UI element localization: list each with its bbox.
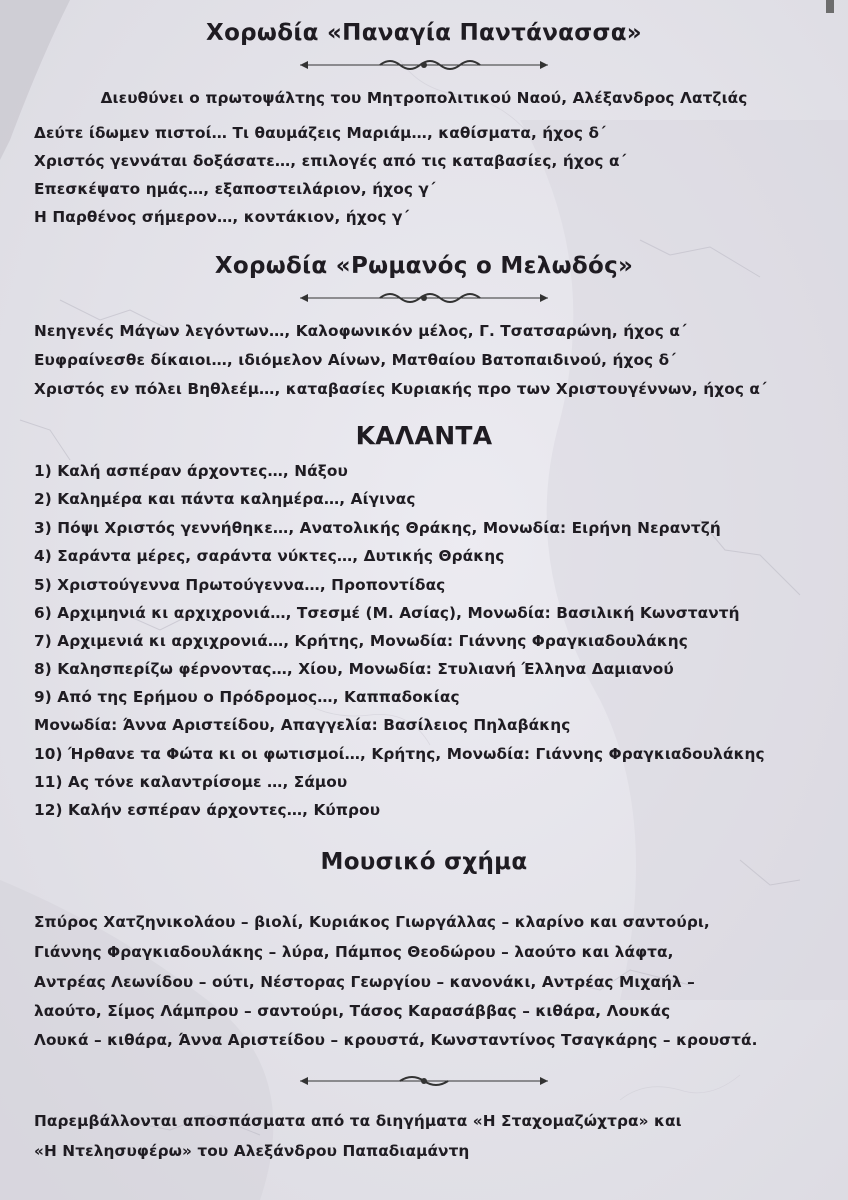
ensemble-line: Γιάννης Φραγκιαδουλάκης – λύρα, Πάμπος Θεοδώρου – λαούτο και λάφτα, (34, 943, 674, 961)
carol-item: 6) Αρχιμηνιά κι αρχιχρονιά…, Τσεσμέ (Μ. Ασίας), Μονωδία: Βασιλική Κωνσταντή (34, 604, 740, 622)
carol-item: 7) Αρχιμενιά κι αρχιχρονιά…, Κρήτης, Μονωδία: Γιάννης Φραγκιαδουλάκης (34, 632, 688, 650)
ornament-divider (0, 57, 848, 73)
ensemble-line: Λουκά – κιθάρα, Άννα Αριστείδου – κρουστά, Κωνσταντίνος Τσαγκάρης – κρουστά. (34, 1031, 758, 1049)
footer-note: Παρεμβάλλονται αποσπάσματα από τα διηγήματα «Η Σταχομαζώχτρα» και (34, 1112, 682, 1130)
carol-item: 9) Από της Ερήμου ο Πρόδρομος…, Καππαδοκίας (34, 688, 460, 706)
ensemble-line: Αντρέας Λεωνίδου – ούτι, Νέστορας Γεωργίου – κανονάκι, Αντρέας Μιχαήλ – (34, 973, 695, 991)
footer-note: «Η Ντελησυφέρω» του Αλεξάνδρου Παπαδιαμάντη (34, 1142, 470, 1160)
ensemble-line: Σπύρος Χατζηνικολάου – βιολί, Κυριάκος Γιωργάλλας – κλαρίνο και σαντούρι, (34, 913, 710, 931)
hymn-item: Νεηγενές Μάγων λεγόντων…, Καλοφωνικόν μέλος, Γ. Τσατσαρώνη, ήχος α΄ (34, 322, 687, 340)
carol-item: 10) Ήρθανε τα Φώτα κι οι φωτισμοί…, Κρήτης, Μονωδία: Γιάννης Φραγκιαδουλάκης (34, 745, 765, 763)
hymn-item: Επεσκέψατο ημάς…, εξαποστειλάριον, ήχος γ΄ (34, 180, 436, 198)
carol-item: 4) Σαράντα μέρες, σαράντα νύκτες…, Δυτικής Θράκης (34, 547, 505, 565)
hymn-item: Ευφραίνεσθε δίκαιοι…, ιδιόμελον Αίνων, Ματθαίου Βατοπαιδινού, ήχος δ΄ (34, 351, 677, 369)
conductor-line: Διευθύνει ο πρωτοψάλτης του Μητροπολιτικού Ναού, Αλέξανδρος Λατζιάς (100, 89, 748, 107)
carol-item-note: Μονωδία: Άννα Αριστείδου, Απαγγελία: Βασίλειος Πηλαβάκης (34, 716, 571, 734)
hymn-item: Χριστός εν πόλει Βηθλεέμ…, καταβασίες Κυριακής προ των Χριστουγέννων, ήχος α΄ (34, 380, 767, 398)
kalanta-title: ΚΑΛΑΝΤΑ (355, 421, 493, 450)
ensemble-line: λαούτο, Σίμος Λάμπρου – σαντούρι, Τάσος Καρασάββας – κιθάρα, Λουκάς (34, 1002, 671, 1020)
carol-item: 12) Καλήν εσπέραν άρχοντες…, Κύπρου (34, 801, 381, 819)
hymn-item: Η Παρθένος σήμερον…, κοντάκιον, ήχος γ΄ (34, 208, 410, 226)
carol-item: 3) Πόψι Χριστός γεννήθηκε…, Ανατολικής Θράκης, Μονωδία: Ειρήνη Νεραντζή (34, 519, 721, 537)
choir-panagia-title: Χορωδία «Παναγία Παντάνασσα» (206, 20, 642, 46)
carol-item: 8) Καλησπερίζω φέρνοντας…, Χίου, Μονωδία: Στυλιανή Έλληνα Δαμιανού (34, 660, 674, 678)
ensemble-title: Μουσικό σχήμα (320, 849, 528, 875)
ornament-divider (0, 290, 848, 306)
carol-item: 11) Ας τόνε καλαντρίσομε …, Σάμου (34, 773, 348, 791)
carol-item: 2) Καλημέρα και πάντα καλημέρα…, Αίγινας (34, 490, 416, 508)
choir-romanos-title: Χορωδία «Ρωμανός ο Μελωδός» (214, 253, 634, 279)
carol-item: 1) Καλή ασπέραν άρχοντες…, Νάξου (34, 462, 348, 480)
hymn-item: Δεύτε ίδωμεν πιστοί… Τι θαυμάζεις Μαριάμ…, καθίσματα, ήχος δ΄ (34, 124, 606, 142)
hymn-item: Χριστός γεννάται δοξάσατε…, επιλογές από τις καταβασίες, ήχος α΄ (34, 152, 627, 170)
carol-item: 5) Χριστούγεννα Πρωτούγεννα…, Προποντίδας (34, 576, 446, 594)
ornament-divider (0, 1073, 848, 1089)
